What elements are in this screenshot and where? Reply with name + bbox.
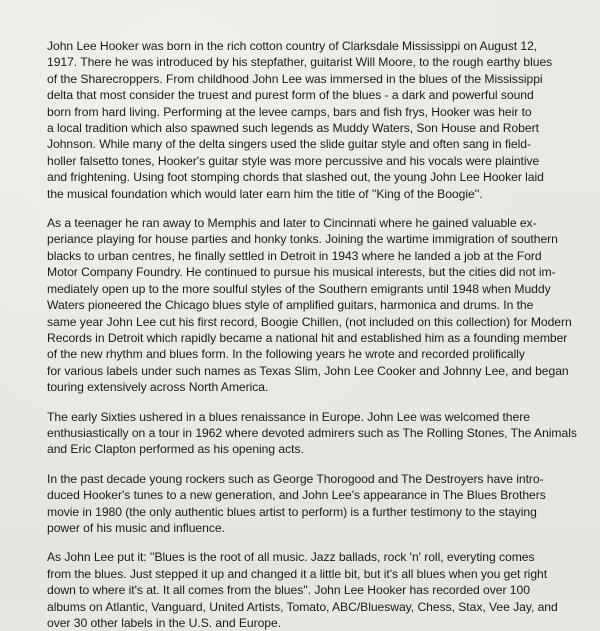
paragraph-early-life: John Lee Hooker was born in the rich cotton country of Clarksdale Mississippi on August 12, 1917. There he was introduced by his stepfather, guitarist Will Moore, to the rough earthy blues of the Sharecroppers. From childhood John Lee was immersed in the blues of the Mississippi delta that most consider the truest and purest form of the blues - a dark and powerful sound born from hard living. Performing at the levee camps, bars and fish frys, Hooker was heir to a local tradition which also spawned such legends as Muddy Waters, Son House and Robert Johnson. While many of the delta singers used the slide guitar style and often sang in field- holler falsetto tones, Hooker's guitar style was more percussive and his vocals were plaintive and frightening. Using foot stomping chords that slashed out, the young John Lee Hooker laid the musical foundation which would later earn him the title of ''King of the Boogie''. <box>47 39 553 201</box>
paragraph-closing-quote: As John Lee put it: ''Blues is the root of all music. Jazz ballads, rock 'n' roll, everyting comes from the blues. Just stepped it up and changed it a little bit, but it's all blues when you get right down to where it's at. It all comes from the blues''. John Lee Hooker has recorded over 100 albums on Atlantic, Vanguard, United Artists, Tomato, ABC/Bluesway, Chess, Stax, Vee Jay, and over 30 other labels in the U.S. and Europe. <box>47 550 558 630</box>
paragraph-new-generation: In the past decade young rockers such as George Thorogood and The Destroyers have intro- duced Hooker's tunes to a new generation, and John Lee's appearance in The Blues Brothers movie in 1980 (the only authentic blues artist to perform) is a further testimony to the staying power of his music and influence. <box>47 471 546 535</box>
paragraph-detroit-years: As a teenager he ran away to Memphis and later to Cincinnati where he gained valuable ex- periance playing for house parties and honky tonks. Joining the wartime immigration of southern blacks to urban centres, he finally settled in Detroit in 1943 where he landed a job at the Ford Motor Company Foundry. He continued to pursue his musical interests, but the cities did not im- mediately open up to the more soulful styles of the Southern emigrants until 1948 when Muddy Waters pioneered the Chicago blues style of amplified guitars, harmonica and drums. In the same year John Lee cut his first record, Boogie Chillen, (not included on this collection) for Modern Records in Detroit which rapidly became a national hit and established him as a founding member of the new rhythm and blues form. In the following years he wrote and recorded prolifically for various labels under such names as Texas Slim, John Lee Cooker and Johnny Lee, and began touring extensively across North America. <box>47 216 572 395</box>
paragraph-european-renaissance: The early Sixties ushered in a blues renaissance in Europe. John Lee was welcomed there enthusiastically on a tour in 1962 where devoted admirers such as The Rolling Stones, The Animals and Eric Clapton performed as his opening acts. <box>47 409 577 457</box>
